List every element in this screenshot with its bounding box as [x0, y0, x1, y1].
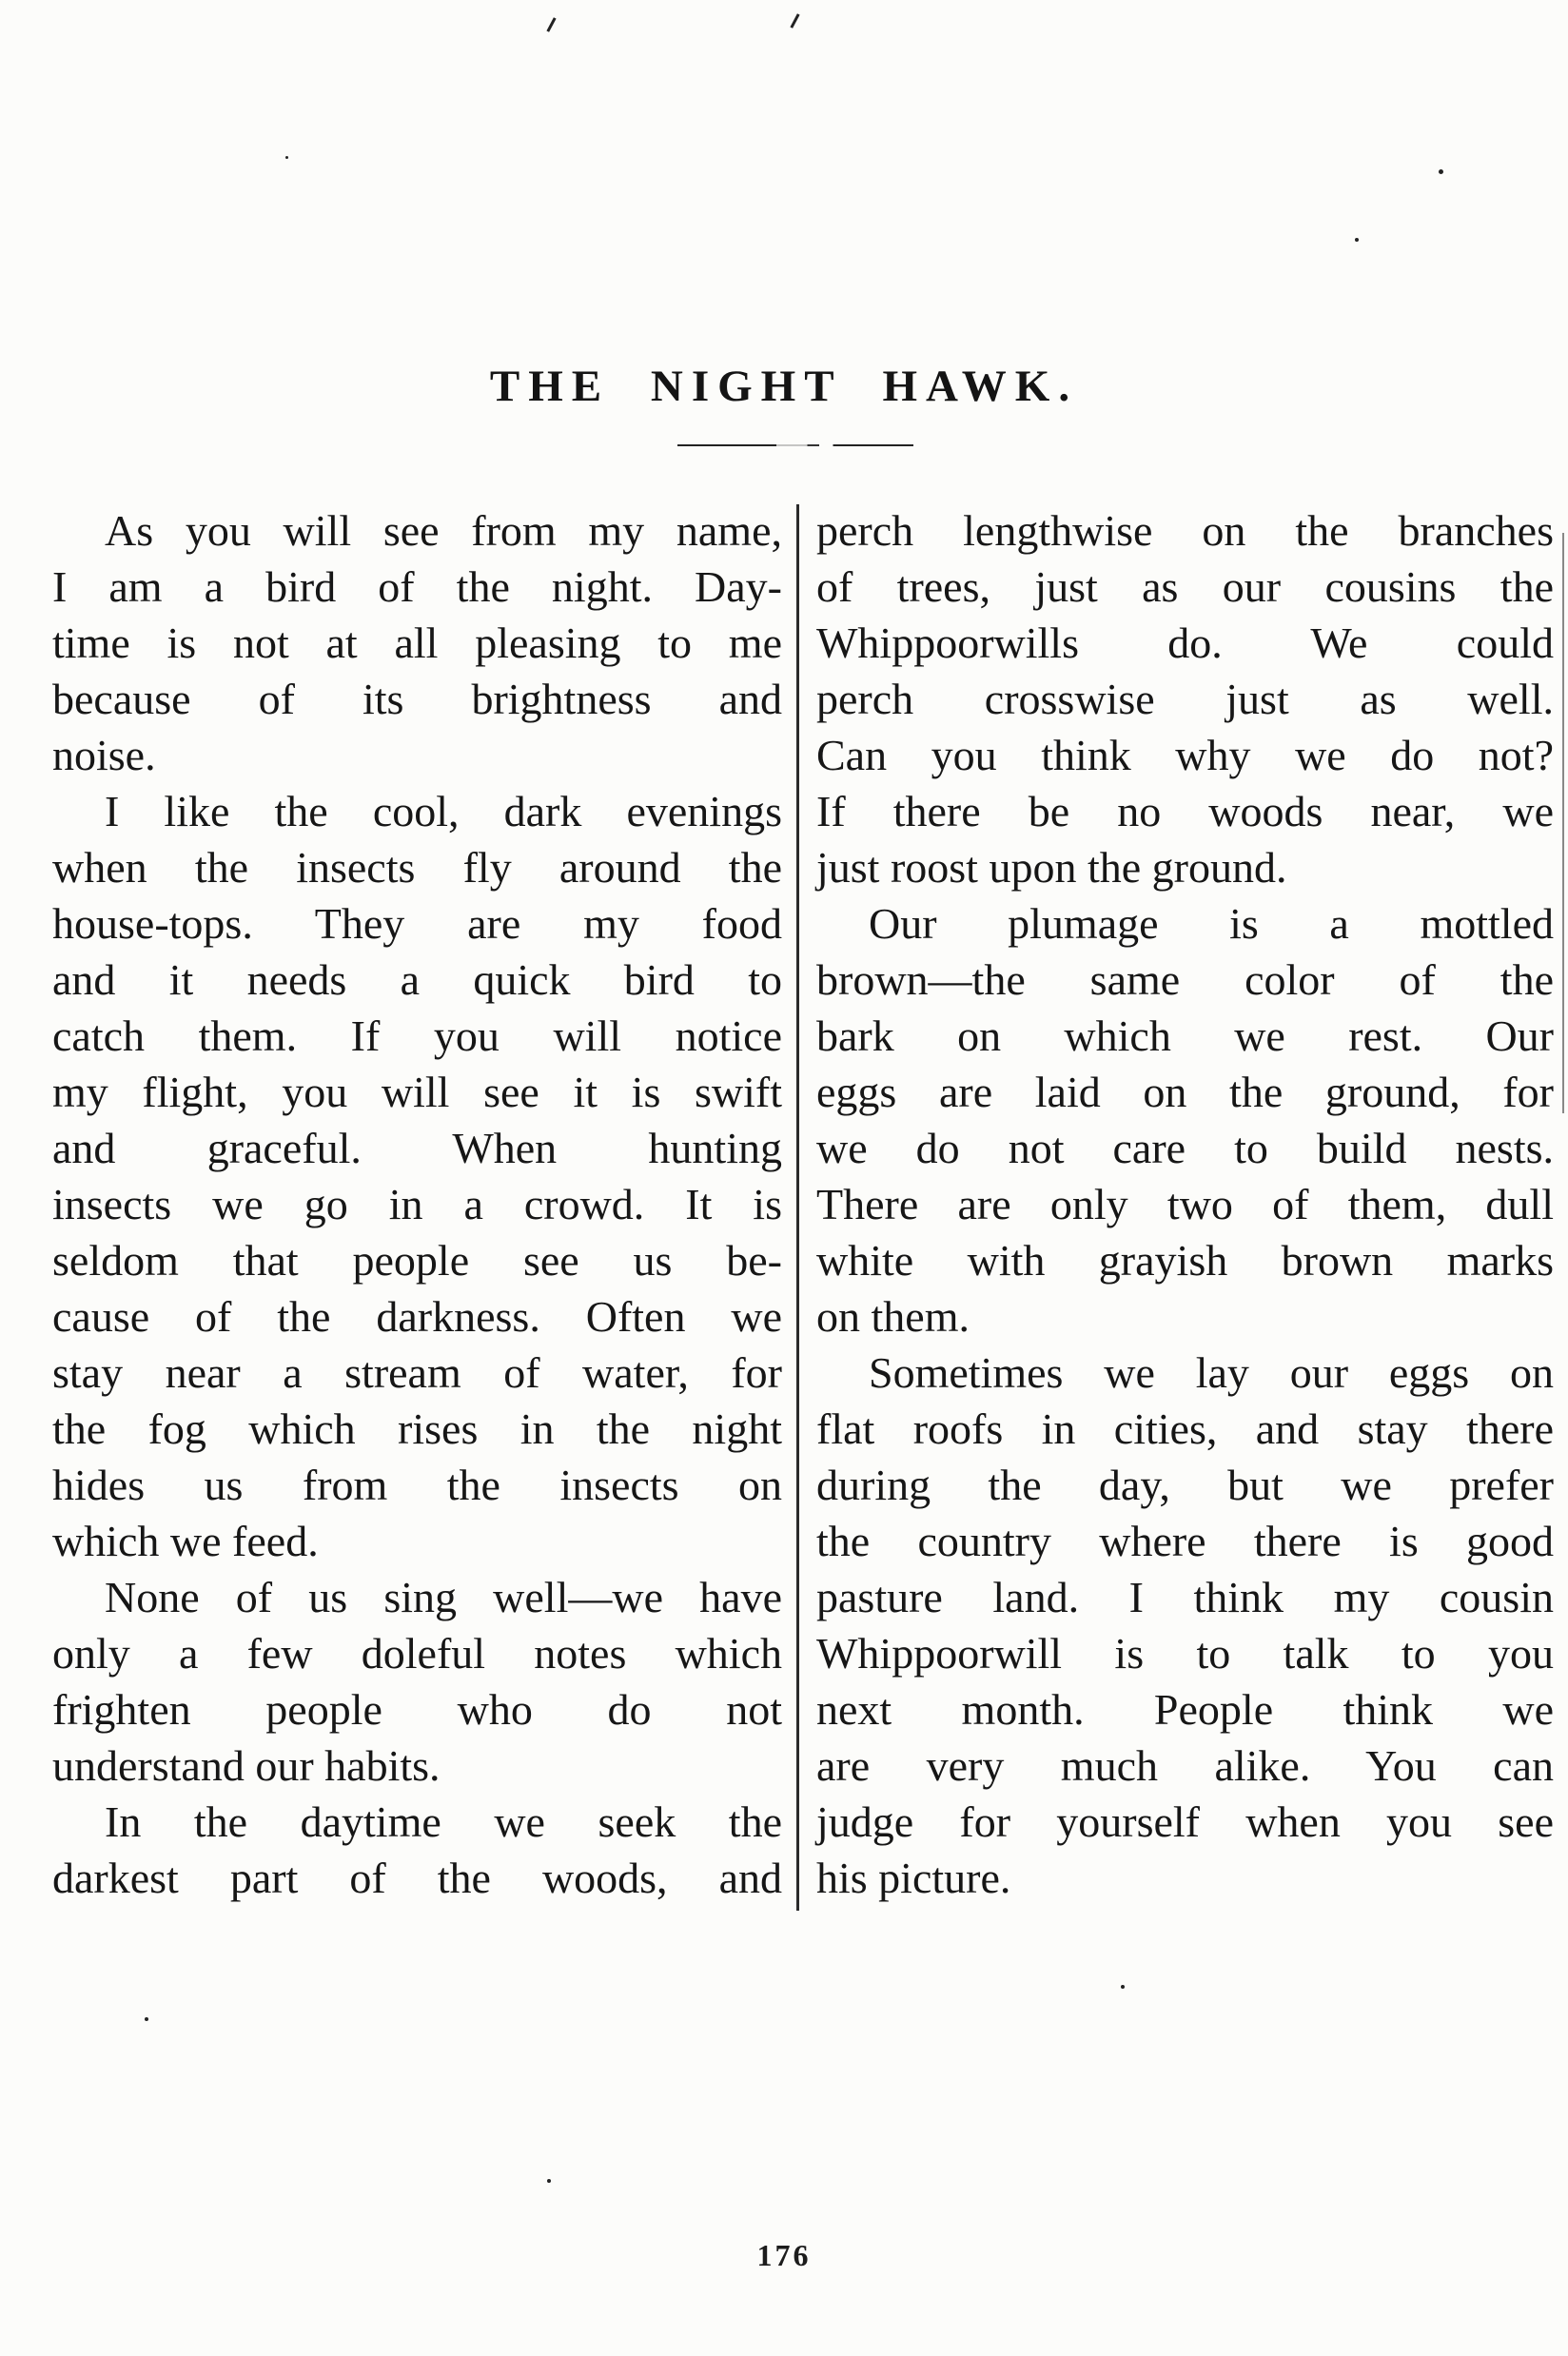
- text-line: If there be no woods near, we: [816, 787, 1554, 835]
- text-line: Sometimes we lay our eggs on: [869, 1348, 1554, 1397]
- page-edge-scan-line: [1562, 533, 1564, 1113]
- page-title: THE NIGHT HAWK.: [489, 362, 1079, 412]
- text-line: because of its brightness and: [52, 675, 782, 723]
- text-line: on them.: [816, 1292, 970, 1341]
- text-line: and graceful. When hunting: [52, 1124, 782, 1172]
- text-line: Whippoorwills do. We could: [816, 618, 1554, 667]
- text-line: cause of the darkness. Often we: [52, 1292, 782, 1341]
- scan-speck: [790, 13, 799, 29]
- text-line: and it needs a quick bird to: [52, 955, 782, 1004]
- paragraph: [52, 502, 782, 783]
- text-line: we do not care to build nests.: [816, 1124, 1554, 1172]
- text-line: bark on which we rest. Our: [816, 1011, 1554, 1060]
- text-line: his picture.: [816, 1854, 1011, 1902]
- text-line: Whippoorwill is to talk to you: [816, 1629, 1554, 1678]
- scan-speck: [546, 17, 556, 32]
- text-line: judge for yourself when you see: [816, 1797, 1554, 1846]
- column-divider-rule: [796, 504, 799, 1911]
- text-line: brown—the same color of the: [816, 955, 1554, 1004]
- text-line: catch them. If you will notice: [52, 1011, 782, 1060]
- text-line: As you will see from my name,: [105, 506, 782, 555]
- paragraph: [816, 895, 1554, 1345]
- text-line: frighten people who do not: [52, 1685, 782, 1734]
- scan-speck: [1439, 169, 1443, 174]
- text-line: darkest part of the woods, and: [52, 1854, 782, 1902]
- text-line: when the insects fly around the: [52, 843, 782, 892]
- scan-speck: [1355, 238, 1359, 242]
- text-line: perch lengthwise on the branches: [816, 506, 1554, 555]
- scan-speck: [145, 2017, 148, 2021]
- text-line: are very much alike. You can: [816, 1741, 1554, 1790]
- right-column: [816, 502, 1554, 1906]
- text-line: which we feed.: [52, 1517, 319, 1565]
- text-line: noise.: [52, 731, 156, 779]
- text-line: of trees, just as our cousins the: [816, 562, 1554, 611]
- text-line: Can you think why we do not?: [816, 731, 1554, 779]
- text-line: my flight, you will see it is swift: [52, 1068, 782, 1116]
- text-line: In the daytime we seek the: [105, 1797, 782, 1846]
- text-line: I like the cool, dark evenings: [105, 787, 782, 835]
- text-line: during the day, but we prefer: [816, 1461, 1554, 1509]
- text-line: only a few doleful notes which: [52, 1629, 782, 1678]
- paragraph: [52, 1794, 782, 1906]
- left-column: [52, 502, 782, 1906]
- paragraph: [816, 1345, 1554, 1906]
- text-line: understand our habits.: [52, 1741, 441, 1790]
- text-line: stay near a stream of water, for: [52, 1348, 782, 1397]
- text-line: flat roofs in cities, and stay there: [816, 1404, 1554, 1453]
- text-line: seldom that people see us be-: [52, 1236, 782, 1285]
- text-line: There are only two of them, dull: [816, 1180, 1554, 1228]
- text-line: I am a bird of the night. Day-: [52, 562, 782, 611]
- title-rule: [677, 444, 913, 446]
- text-line: hides us from the insects on: [52, 1461, 782, 1509]
- text-line: Our plumage is a mottled: [869, 899, 1554, 948]
- text-columns: [52, 502, 1554, 1906]
- paragraph: [52, 783, 782, 1569]
- text-line: house-tops. They are my food: [52, 899, 782, 948]
- text-line: the country where there is good: [816, 1517, 1554, 1565]
- text-line: next month. People think we: [816, 1685, 1554, 1734]
- text-line: None of us sing well—we have: [105, 1573, 782, 1621]
- paragraph: [52, 1569, 782, 1794]
- text-line: insects we go in a crowd. It is: [52, 1180, 782, 1228]
- text-line: just roost upon the ground.: [816, 843, 1287, 892]
- text-line: eggs are laid on the ground, for: [816, 1068, 1554, 1116]
- text-line: pasture land. I think my cousin: [816, 1573, 1554, 1621]
- text-line: perch crosswise just as well.: [816, 675, 1554, 723]
- page-number: 176: [756, 2238, 812, 2272]
- scan-speck: [285, 156, 288, 159]
- paragraph: [816, 502, 1554, 895]
- text-line: time is not at all pleasing to me: [52, 618, 782, 667]
- scan-speck: [547, 2179, 551, 2183]
- scan-speck: [1121, 1985, 1125, 1989]
- text-line: the fog which rises in the night: [52, 1404, 782, 1453]
- text-line: white with grayish brown marks: [816, 1236, 1554, 1285]
